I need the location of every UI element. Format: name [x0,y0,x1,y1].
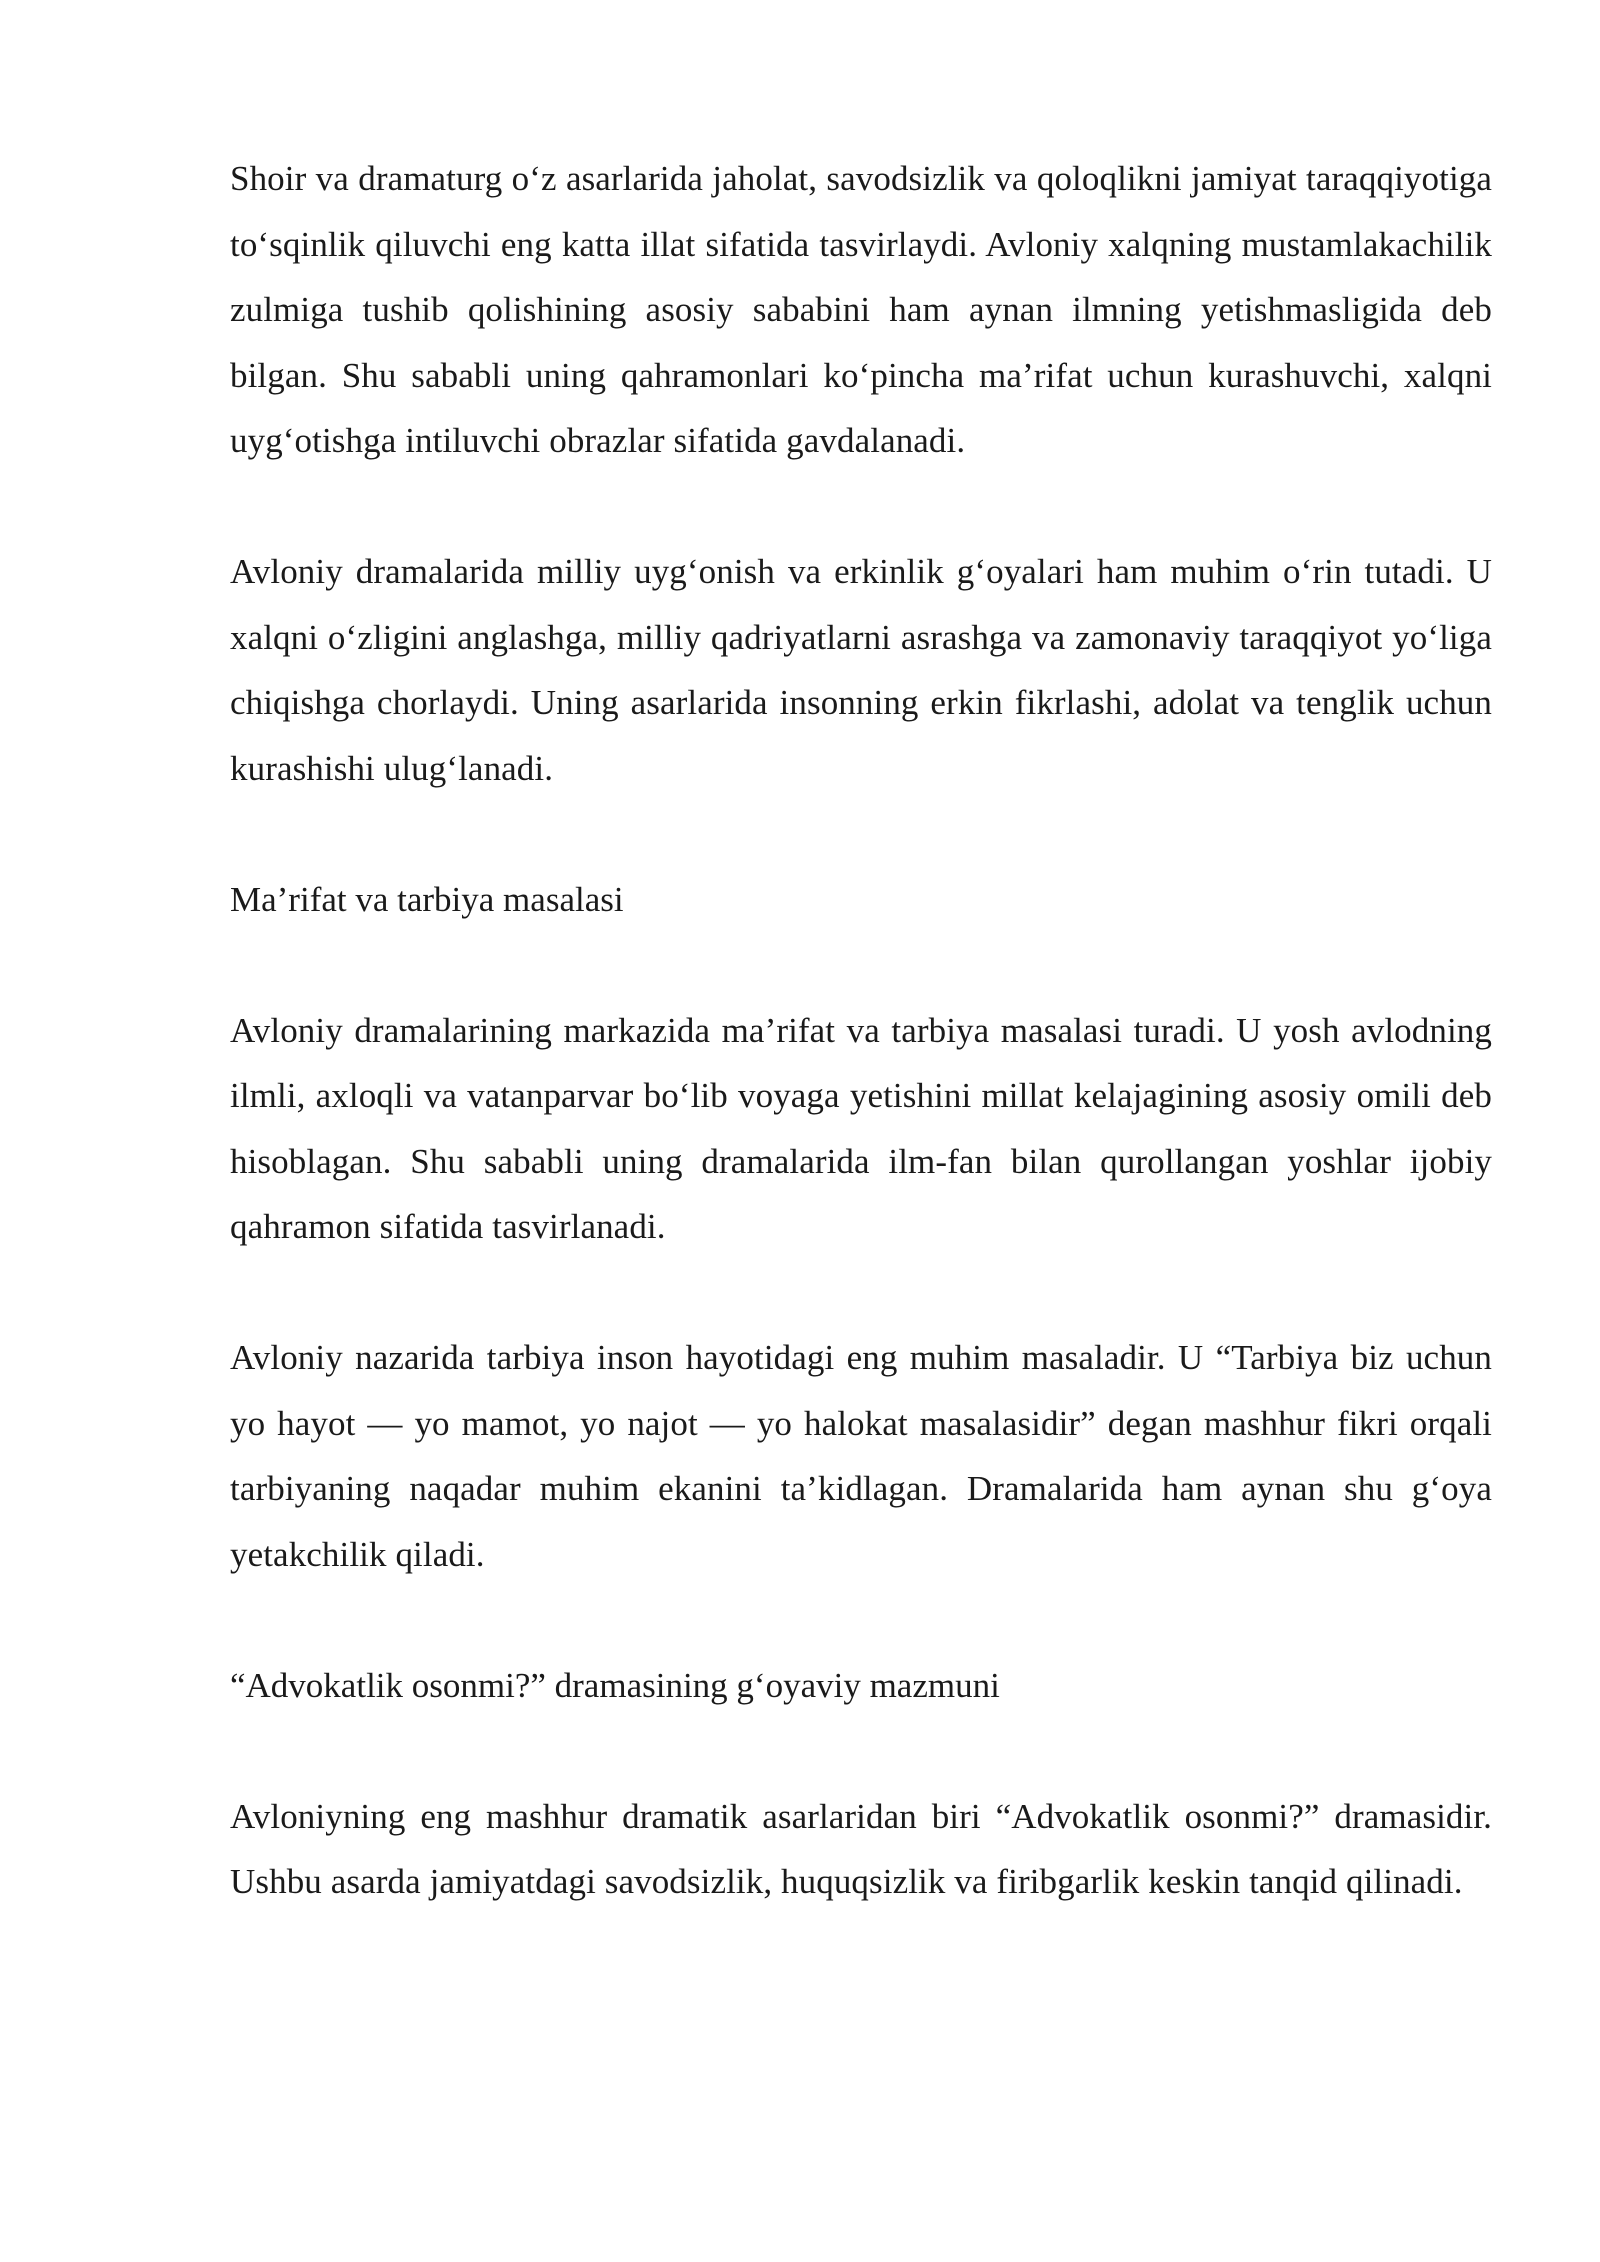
section-heading-advokatlik: “Advokatlik osonmi?” dramasining g‘oyaviy mazmuni [230,1665,1000,1705]
paragraph-ignorance-theme: Shoir va dramaturg o‘z asarlarida jaholat, savodsizlik va qoloqlikni jamiyat taraqqiyotiga to‘sqinlik qiluvchi eng katta illat sifatida tasvirlaydi. Avloniy xalqning mustamlakachilik zulmiga tushib qolishining asosiy sababini ham aynan ilmning yetishmasligida deb bilgan. Shu sababli uning qahramonlari ko‘pincha ma’rifat uchun kurashuvchi, xalqni uyg‘otishga intiluvchi obrazlar sifatida gavdalanadi. [230,159,1492,460]
paragraph-enlightenment-center: Avloniy dramalarining markazida ma’rifat va tarbiya masalasi turadi. U yosh avlodning ilmli, axloqli va vatanparvar bo‘lib voyaga yetishini millat kelajagining asosiy omili deb hisoblagan. Shu sababli uning dramalarida ilm-fan bilan qurollangan yoshlar ijobiy qahramon sifatida tasvirlanadi. [230,1010,1492,1246]
document-body [230,146,1492,1980]
paragraph-advokatlik-drama: Avloniyning eng mashhur dramatik asarlaridan biri “Advokatlik osonmi?” dramasidir. Ushbu asarda jamiyatdagi savodsizlik, huquqsizlik va firibgarlik keskin tanqid qilinadi. [230,1796,1492,1901]
section-heading-enlightenment: Ma’rifat va tarbiya masalasi [230,879,624,919]
paragraph-national-awakening: Avloniy dramalarida milliy uyg‘onish va erkinlik g‘oyalari ham muhim o‘rin tutadi. U xalqni o‘zligini anglashga, milliy qadriyatlarni asrashga va zamonaviy taraqqiyot yo‘liga chiqishga chorlaydi. Uning asarlarida insonning erkin fikrlashi, adolat va tenglik uchun kurashishi ulug‘lanadi. [230,552,1492,788]
paragraph-upbringing-quote: Avloniy nazarida tarbiya inson hayotidagi eng muhim masaladir. U “Tarbiya biz uchun yo hayot — yo mamot, yo najot — yo halokat masalasidir” degan mashhur fikri orqali tarbiyaning naqadar muhim ekanini ta’kidlagan. Dramalarida ham aynan shu g‘oya yetakchilik qiladi. [230,1338,1492,1574]
